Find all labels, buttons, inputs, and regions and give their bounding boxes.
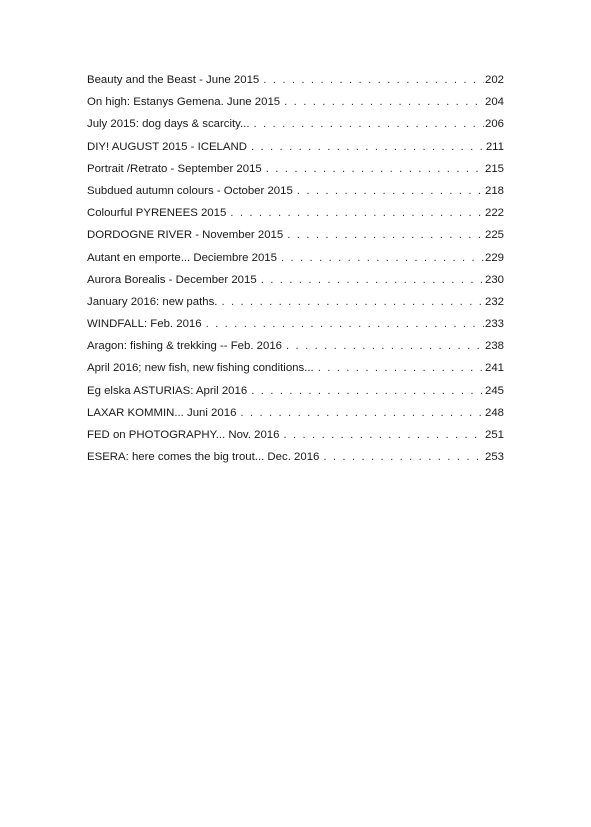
toc-entry[interactable] (87, 158, 504, 180)
toc-entry-title: Aragon: fishing & trekking -- Feb. 2016 (87, 340, 283, 353)
toc-entry-page: 241 (484, 362, 504, 375)
toc-entry[interactable] (87, 91, 504, 113)
toc-entry[interactable] (87, 313, 504, 335)
dot-leader (287, 224, 484, 246)
toc-entry-page: 218 (484, 184, 504, 197)
dot-leader (206, 313, 484, 335)
toc-entry-page: 229 (484, 251, 504, 264)
toc-entry-title: July 2015: dog days & scarcity... (87, 118, 250, 131)
toc-entry-title: LAXAR KOMMIN... Juni 2016 (87, 406, 237, 419)
toc-entry[interactable] (87, 291, 504, 313)
toc-entry[interactable] (87, 380, 504, 402)
toc-entry[interactable] (87, 446, 504, 468)
toc-entry[interactable] (87, 136, 504, 158)
dot-leader (281, 247, 484, 269)
toc-entry-page: 253 (484, 451, 504, 464)
toc-entry[interactable] (87, 69, 504, 91)
toc-entry-title: On high: Estanys Gemena. June 2015 (87, 96, 281, 109)
toc-entry[interactable] (87, 202, 504, 224)
toc-entry-page: 215 (484, 162, 504, 175)
toc-entry-title: Autant en emporte... Deciembre 2015 (87, 251, 277, 264)
dot-leader (263, 69, 484, 91)
toc-entry-title: FED on PHOTOGRAPHY... Nov. 2016 (87, 429, 280, 441)
toc-entry[interactable] (87, 180, 504, 202)
dot-leader (266, 158, 484, 180)
toc-entry[interactable] (87, 269, 504, 291)
toc-entry-title: Beauty and the Beast - June 2015 (87, 74, 260, 86)
toc-entry-title: Colourful PYRENEES 2015 (87, 207, 227, 220)
toc-entry-page: 206 (484, 118, 504, 131)
toc-entry-page: 232 (484, 295, 504, 308)
toc-entry-title: DIY! AUGUST 2015 - ICELAND (87, 140, 247, 153)
toc-entry[interactable] (87, 402, 504, 424)
toc-entry-page: 233 (484, 318, 504, 331)
toc-entry-title: WINDFALL: Feb. 2016 (87, 318, 202, 331)
dot-leader (254, 113, 484, 135)
dot-leader (221, 291, 484, 313)
dot-leader (318, 357, 484, 379)
toc-entry-title: Aurora Borealis - December 2015 (87, 273, 257, 286)
toc-entry[interactable] (87, 224, 504, 246)
dot-leader (251, 136, 485, 158)
table-of-contents (87, 69, 504, 468)
toc-entry-page: 238 (484, 340, 504, 353)
dot-leader (230, 202, 484, 224)
toc-entry-title: Eg elska ASTURIAS: April 2016 (87, 384, 248, 397)
dot-leader (286, 335, 484, 357)
dot-leader (297, 180, 484, 202)
toc-entry-page: 230 (484, 273, 504, 286)
toc-entry-page: 211 (485, 140, 504, 153)
dot-leader (323, 446, 484, 468)
toc-entry[interactable] (87, 357, 504, 379)
toc-entry[interactable] (87, 247, 504, 269)
dot-leader (283, 424, 484, 446)
toc-entry[interactable] (87, 424, 504, 446)
dot-leader (284, 91, 484, 113)
toc-entry-page: 251 (484, 429, 504, 441)
dot-leader (261, 269, 484, 291)
toc-entry[interactable] (87, 113, 504, 135)
toc-entry-page: 222 (484, 207, 504, 220)
toc-entry-title: ESERA: here comes the big trout... Dec. 2016 (87, 451, 320, 464)
dot-leader (251, 380, 484, 402)
toc-entry-title: January 2016: new paths. (87, 295, 218, 308)
toc-entry-title: April 2016; new fish, new fishing conditions... (87, 362, 314, 375)
toc-entry-page: 202 (484, 74, 504, 86)
toc-entry-page: 204 (484, 96, 504, 109)
toc-entry-page: 245 (484, 384, 504, 397)
toc-entry-page: 248 (484, 406, 504, 419)
toc-entry-page: 225 (484, 229, 504, 242)
toc-entry-title: DORDOGNE RIVER - November 2015 (87, 229, 284, 242)
toc-entry-title: Subdued autumn colours - October 2015 (87, 184, 293, 197)
dot-leader (240, 402, 484, 424)
toc-entry[interactable] (87, 335, 504, 357)
toc-entry-title: Portrait /Retrato - September 2015 (87, 162, 262, 175)
